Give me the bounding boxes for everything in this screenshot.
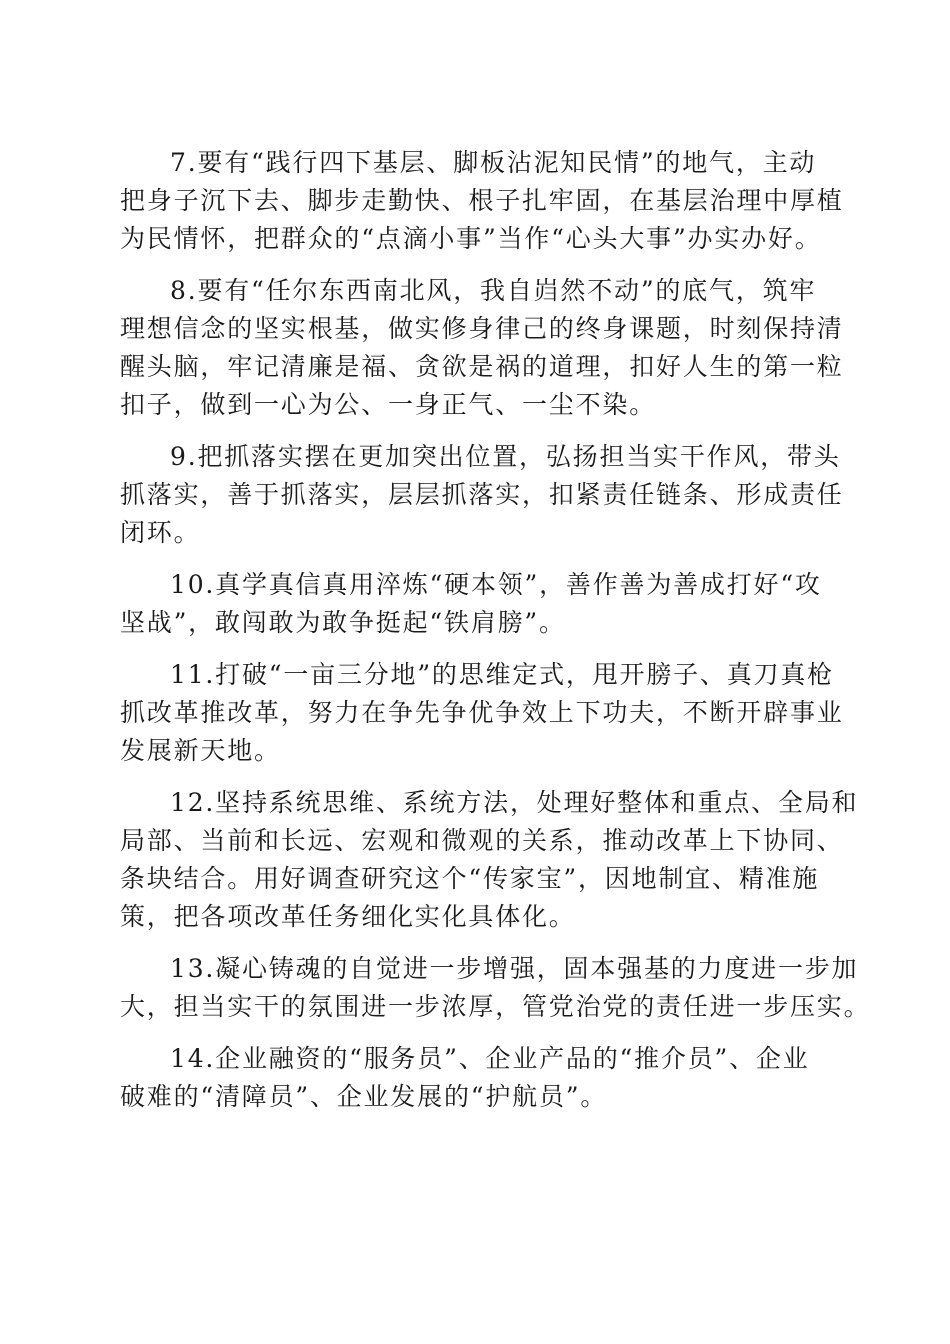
paragraph-line: 11.打破“一亩三分地”的思维定式，甩开膀子、真刀真枪 xyxy=(170,660,834,689)
document-body xyxy=(120,144,871,1116)
paragraph-line: 发展新天地。 xyxy=(120,736,281,765)
paragraph-11 xyxy=(120,656,844,770)
paragraph-line: 理想信念的坚实根基，做实修身律己的终身课题，时刻保持清 xyxy=(120,314,844,343)
paragraph-line: 大，担当实干的氛围进一步浓厚，管党治党的责任进一步压实。 xyxy=(120,992,871,1021)
paragraph-10 xyxy=(120,566,822,642)
paragraph-13 xyxy=(120,950,871,1026)
paragraph-14 xyxy=(120,1040,822,1116)
paragraph-line: 坚战”，敢闯敢为敢争挺起“铁肩膀”。 xyxy=(120,608,566,637)
paragraph-line: 破难的“清障员”、企业发展的“护航员”。 xyxy=(120,1082,608,1111)
paragraph-7 xyxy=(120,144,844,258)
paragraph-line: 局部、当前和长远、宏观和微观的关系，推动改革上下协同、 xyxy=(120,826,844,855)
paragraph-9 xyxy=(120,438,844,552)
paragraph-8 xyxy=(120,272,844,424)
paragraph-line: 7.要有“践行四下基层、脚板沾泥知民情”的地气，主动 xyxy=(170,148,817,177)
paragraph-line: 策，把各项改革任务细化实化具体化。 xyxy=(120,902,576,931)
paragraph-line: 13.凝心铸魂的自觉进一步增强，固本强基的力度进一步加 xyxy=(170,954,859,983)
paragraph-line: 扣子，做到一心为公、一身正气、一尘不染。 xyxy=(120,390,657,419)
paragraph-line: 14.企业融资的“服务员”、企业产品的“推介员”、企业 xyxy=(170,1044,810,1073)
paragraph-line: 闭环。 xyxy=(120,518,201,547)
paragraph-line: 为民情怀，把群众的“点滴小事”当作“心头大事”办实办好。 xyxy=(120,224,822,253)
paragraph-12 xyxy=(120,784,859,936)
paragraph-line: 抓改革推改革，努力在争先争优争效上下功夫，不断开辟事业 xyxy=(120,698,844,727)
paragraph-line: 9.把抓落实摆在更加突出位置，弘扬担当实干作风，带头 xyxy=(170,442,841,471)
paragraph-line: 把身子沉下去、脚步走勤快、根子扎牢固，在基层治理中厚植 xyxy=(120,186,844,215)
paragraph-line: 醒头脑，牢记清廉是福、贪欲是祸的道理，扣好人生的第一粒 xyxy=(120,352,844,381)
paragraph-line: 8.要有“任尔东西南北风，我自岿然不动”的底气，筑牢 xyxy=(170,276,817,305)
paragraph-line: 12.坚持系统思维、系统方法，处理好整体和重点、全局和 xyxy=(170,788,859,817)
paragraph-line: 条块结合。用好调查研究这个“传家宝”，因地制宜、精准施 xyxy=(120,864,820,893)
paragraph-line: 抓落实，善于抓落实，层层抓落实，扣紧责任链条、形成责任 xyxy=(120,480,844,509)
paragraph-line: 10.真学真信真用淬炼“硬本领”，善作善为善成打好“攻 xyxy=(170,570,822,599)
